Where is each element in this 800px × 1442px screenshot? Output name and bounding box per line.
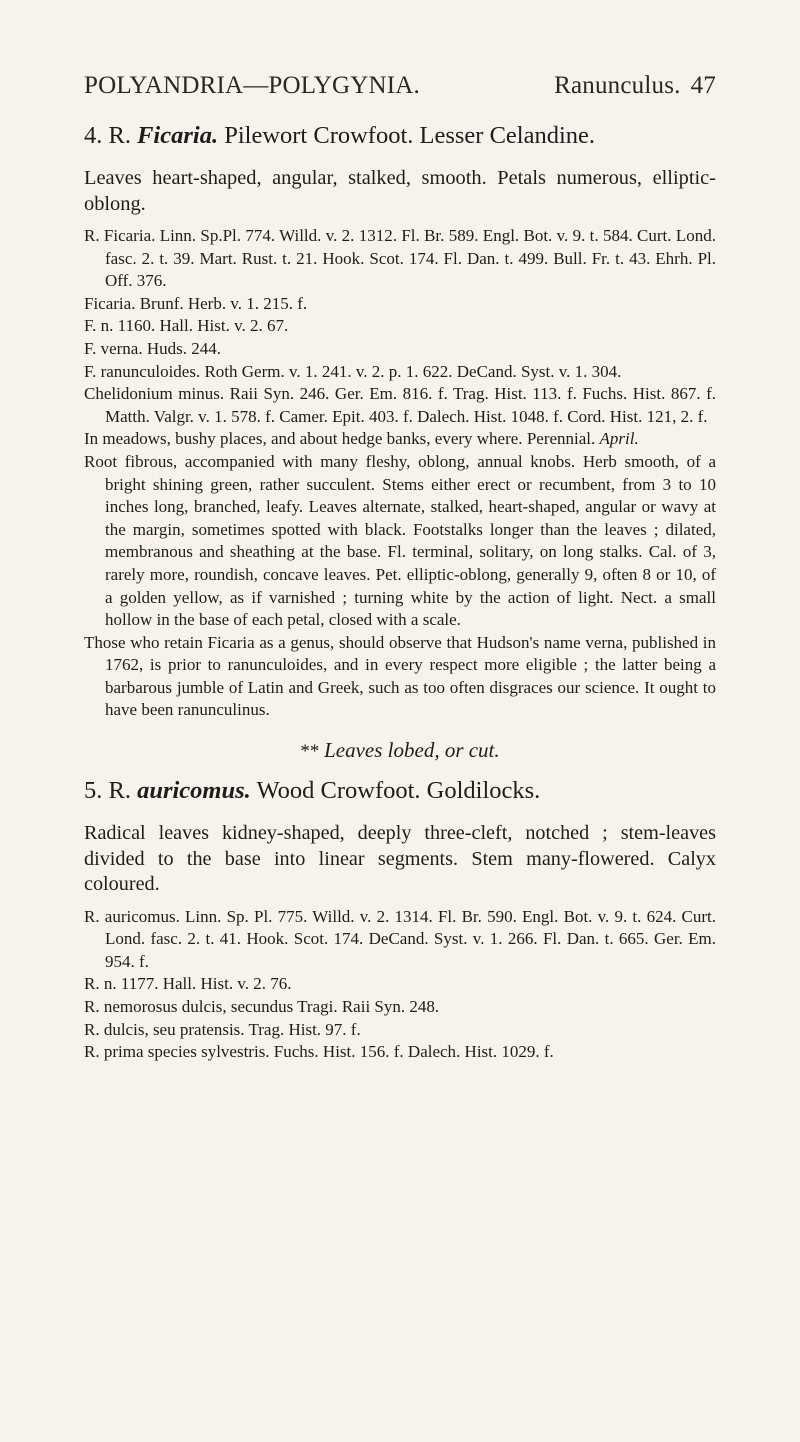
book-page <box>84 72 716 1064</box>
species-5-reference: R. nemorosus dulcis, secundus Tragi. Raii Syn. 248. <box>84 996 440 1016</box>
species-4-entry <box>84 122 716 722</box>
page-number: 47 <box>690 72 716 99</box>
section-heading <box>84 738 716 763</box>
duration-text: Perennial. <box>526 429 596 449</box>
species-4-habitat <box>84 428 716 451</box>
species-5-description: Radical leaves kidney-shaped, deeply three-cleft, notched ; stem-leaves divided to the base into linear segments. Stem many-flowered. Calyx coloured. <box>84 822 716 896</box>
species-4-reference: F. verna. Huds. 244. <box>84 338 221 358</box>
running-head-genus: Ranunculus. <box>554 72 681 99</box>
species-4-heading <box>84 122 716 150</box>
species-4-reference: F. ranunculoides. Roth Germ. v. 1. 241. v. 2. p. 1. 622. DeCand. Syst. v. 1. 304. <box>84 361 622 381</box>
section-stars: ** <box>300 741 320 763</box>
species-4-note: Those who retain Ficaria as a genus, should observe that Hudson's name verna, published in 1762, is prior to ranunculoides, and in every respect more eligible ; the latter being a barbarous jumble of Latin and Greek, such as too often disgraces our science. It ought to have been ranunculinus. <box>84 632 716 720</box>
section-title: Leaves lobed, or cut. <box>324 738 500 763</box>
species-5-name: auricomus. <box>137 777 251 805</box>
species-5-number: 5. R. <box>84 777 131 805</box>
species-4-reference: Chelidonium minus. Raii Syn. 246. Ger. Em. 816. f. Trag. Hist. 113. f. Fuchs. Hist. 867. f. Matth. Valgr. v. 1. 578. f. Camer. Epit. 403. f. Dalech. Hist. 1048. f. Cord. Hist. 121, 2. f. <box>84 384 716 426</box>
species-5-common-name: Wood Crowfoot. Goldilocks. <box>256 777 541 805</box>
species-5-heading <box>84 777 716 805</box>
habitat-text: In meadows, bushy places, and about hedge banks, every where. <box>84 429 523 449</box>
running-head-title: POLYANDRIA—POLYGYNIA. <box>84 72 420 99</box>
species-5-reference: R. n. 1177. Hall. Hist. v. 2. 76. <box>84 974 292 994</box>
species-4-body: Root fibrous, accompanied with many fleshy, oblong, annual knobs. Herb smooth, of a bright shining green, rather succulent. Stems either erect or recumbent, from 3 to 10 inches long, branched, leafy. Leaves alternate, stalked, heart-shaped, angular or wavy at the margin, sometimes spotted with black. Footstalks longer than the leaves ; dilated, membranous and sheathing at the base. Fl. terminal, solitary, on long stalks. Cal. of 3, rarely more, roundish, concave leaves. Pet. elliptic-oblong, generally 9, often 8 or 10, of a golden yellow, as if varnished ; turning white by the action of light. Nect. a small hollow in the base of each petal, closed with a scale. <box>84 451 716 630</box>
species-5-reference: R. dulcis, seu pratensis. Trag. Hist. 97. f. <box>84 1019 361 1039</box>
species-4-description: Leaves heart-shaped, angular, stalked, smooth. Petals numerous, elliptic-oblong. <box>84 167 716 215</box>
species-5-reference: R. auricomus. Linn. Sp. Pl. 775. Willd. v. 2. 1314. Fl. Br. 590. Engl. Bot. v. 9. t. 624. Curt. Lond. fasc. 2. t. 41. Hook. Scot. 174. DeCand. Syst. v. 1. 266. Fl. Dan. t. 665. Ger. Em. 954. f. <box>84 906 716 971</box>
species-4-number: 4. R. <box>84 122 131 149</box>
running-head <box>84 72 716 100</box>
species-4-name: Ficaria. <box>137 122 219 149</box>
species-5-entry <box>84 777 716 1064</box>
flowering-text: April. <box>599 429 639 449</box>
species-5-reference: R. prima species sylvestris. Fuchs. Hist. 156. f. Dalech. Hist. 1029. f. <box>84 1042 554 1062</box>
species-4-common-name: Pilewort Crowfoot. Lesser Celandine. <box>224 122 596 149</box>
species-4-reference: Ficaria. Brunf. Herb. v. 1. 215. f. <box>84 293 308 313</box>
species-4-reference: R. Ficaria. Linn. Sp.Pl. 774. Willd. v. 2. 1312. Fl. Br. 589. Engl. Bot. v. 9. t. 584. Curt. Lond. fasc. 2. t. 39. Mart. Rust. t. 21. Hook. Scot. 174. Fl. Dan. t. 499. Bull. Fr. t. 43. Ehrh. Pl. Off. 376. <box>84 226 716 291</box>
species-4-reference: F. n. 1160. Hall. Hist. v. 2. 67. <box>84 316 289 336</box>
running-head-right <box>554 72 716 100</box>
